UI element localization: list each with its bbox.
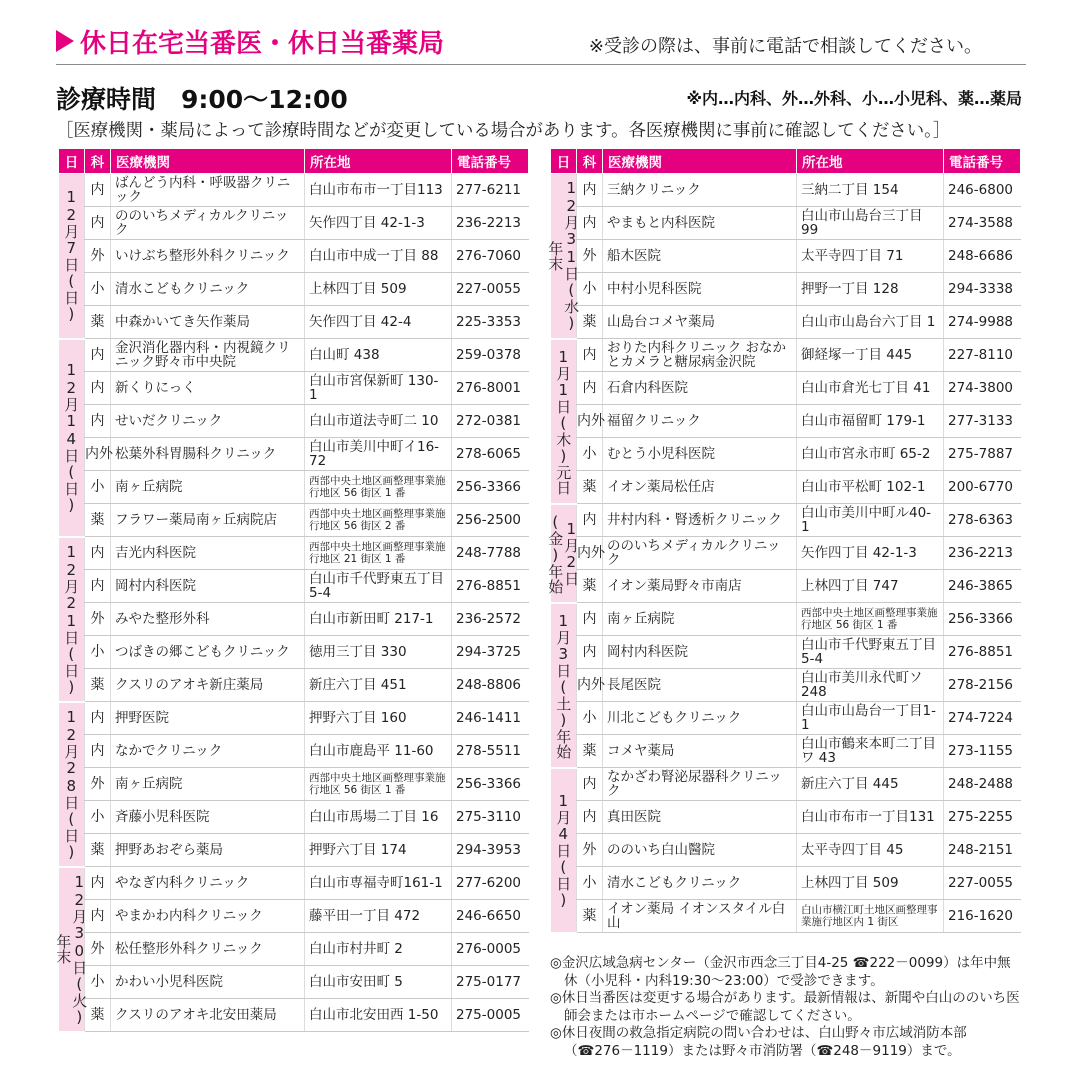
dept-cell: 外 xyxy=(85,240,111,273)
facility-name: やまもと内科医院 xyxy=(603,207,797,240)
phone-number: 277-3133 xyxy=(944,405,1021,438)
table-row xyxy=(551,834,1021,867)
table-row xyxy=(59,603,529,636)
phone-number: 278-2156 xyxy=(944,669,1021,702)
phone-number: 273-1155 xyxy=(944,735,1021,768)
dept-cell: 内 xyxy=(577,768,603,801)
facility-name: 中森かいてき矢作薬局 xyxy=(111,306,305,339)
phone-number: 294-3338 xyxy=(944,273,1021,306)
address-cell: 白山市鶴来本町二丁目ワ 43 xyxy=(797,735,944,768)
dept-cell: 内外 xyxy=(85,438,111,471)
phone-number: 274-3588 xyxy=(944,207,1021,240)
facility-name: 斉藤小児科医院 xyxy=(111,801,305,834)
facility-name: ののいちメディカルクリニック xyxy=(111,207,305,240)
date-cell: 12月21日(日) xyxy=(59,537,85,702)
dept-cell: 小 xyxy=(577,438,603,471)
address-cell: 白山市美川中町イ16-72 xyxy=(305,438,452,471)
facility-name: イオン薬局 イオンスタイル白山 xyxy=(603,900,797,933)
phone-number: 274-9988 xyxy=(944,306,1021,339)
address-cell: 白山市横江町土地区画整理事業施行地区内 1 街区 xyxy=(797,900,944,933)
dept-cell: 内 xyxy=(577,207,603,240)
phone-number: 248-8806 xyxy=(452,669,529,702)
table-header-row xyxy=(551,149,1021,174)
phone-number: 236-2572 xyxy=(452,603,529,636)
dept-cell: 薬 xyxy=(85,504,111,537)
dept-cell: 薬 xyxy=(577,570,603,603)
header-dept: 科 xyxy=(577,149,603,174)
dept-cell: 薬 xyxy=(577,306,603,339)
table-row xyxy=(551,207,1021,240)
page-header xyxy=(56,18,1026,65)
address-cell: 白山市千代野東五丁目 5-4 xyxy=(305,570,452,603)
facility-name: イオン薬局野々市南店 xyxy=(603,570,797,603)
dept-cell: 小 xyxy=(577,867,603,900)
phone-number: 256-3366 xyxy=(452,471,529,504)
facility-name: 南ヶ丘病院 xyxy=(111,471,305,504)
address-cell: 白山市美川永代町ソ248 xyxy=(797,669,944,702)
table-row xyxy=(551,339,1021,372)
table-row xyxy=(551,570,1021,603)
address-cell: 白山市安田町 5 xyxy=(305,966,452,999)
table-row xyxy=(551,669,1021,702)
dept-cell: 外 xyxy=(85,603,111,636)
dept-cell: 内 xyxy=(577,504,603,537)
facility-name: 南ヶ丘病院 xyxy=(603,603,797,636)
table-row xyxy=(551,504,1021,537)
table-row xyxy=(551,471,1021,504)
table-row xyxy=(59,966,529,999)
header-name: 医療機関 xyxy=(111,149,305,174)
header-date: 日 xyxy=(59,149,85,174)
phone-number: 276-7060 xyxy=(452,240,529,273)
phone-number: 248-7788 xyxy=(452,537,529,570)
schedule-table-right xyxy=(546,148,1021,934)
dept-cell: 薬 xyxy=(85,834,111,867)
address-cell: 押野六丁目 160 xyxy=(305,702,452,735)
footer-notes xyxy=(550,955,1022,1060)
table-row xyxy=(59,900,529,933)
date-cell: 12月31日(水)年末 xyxy=(551,174,577,339)
address-cell: 西部中央土地区画整理事業施行地区 56 街区 2 番 xyxy=(305,504,452,537)
table-row xyxy=(551,900,1021,933)
table-row xyxy=(59,669,529,702)
date-cell: 12月28日(日) xyxy=(59,702,85,867)
address-cell: 白山市鹿島平 11-60 xyxy=(305,735,452,768)
facility-name: 中村小児科医院 xyxy=(603,273,797,306)
table-row xyxy=(551,306,1021,339)
address-cell: 白山町 438 xyxy=(305,339,452,372)
header-name: 医療機関 xyxy=(603,149,797,174)
phone-number: 200-6770 xyxy=(944,471,1021,504)
facility-name: コメヤ薬局 xyxy=(603,735,797,768)
dept-cell: 内 xyxy=(577,801,603,834)
dept-cell: 内 xyxy=(577,636,603,669)
dept-cell: 内 xyxy=(85,339,111,372)
address-cell: 押野六丁目 174 xyxy=(305,834,452,867)
table-header-row xyxy=(59,149,529,174)
table-row xyxy=(59,702,529,735)
facility-name: 清水こどもクリニック xyxy=(603,867,797,900)
facility-name: 真田医院 xyxy=(603,801,797,834)
dept-cell: 外 xyxy=(85,768,111,801)
address-cell: 白山市宮保新町 130-1 xyxy=(305,372,452,405)
dept-cell: 内外 xyxy=(577,669,603,702)
address-cell: 白山市山島台六丁目 1 xyxy=(797,306,944,339)
dept-cell: 内 xyxy=(85,702,111,735)
date-cell: 12月14日(日) xyxy=(59,339,85,537)
address-cell: 徳用三丁目 330 xyxy=(305,636,452,669)
note-item: ◎金沢広域急病センター（金沢市西念三丁目4-25 ☎222－0099）は年中無休（小児科・内科19:30～23:00）で受診できます。 xyxy=(550,955,1011,989)
facility-name: 福留クリニック xyxy=(603,405,797,438)
address-cell: 白山市山島台一丁目1-1 xyxy=(797,702,944,735)
facility-name: やまかわ内科クリニック xyxy=(111,900,305,933)
date-cell: 12月7日(日) xyxy=(59,174,85,339)
address-cell: 白山市山島台三丁目99 xyxy=(797,207,944,240)
phone-number: 227-0055 xyxy=(944,867,1021,900)
facility-name: せいだクリニック xyxy=(111,405,305,438)
phone-number: 294-3953 xyxy=(452,834,529,867)
phone-number: 246-3865 xyxy=(944,570,1021,603)
table-row xyxy=(59,504,529,537)
table-row xyxy=(59,570,529,603)
address-cell: 白山市平松町 102-1 xyxy=(797,471,944,504)
dept-cell: 小 xyxy=(85,966,111,999)
facility-name: ののいち白山醫院 xyxy=(603,834,797,867)
table-row xyxy=(551,768,1021,801)
dept-cell: 薬 xyxy=(85,999,111,1032)
address-cell: 新庄六丁目 451 xyxy=(305,669,452,702)
facility-name: なかでクリニック xyxy=(111,735,305,768)
header-date: 日 xyxy=(551,149,577,174)
address-cell: 白山市新田町 217-1 xyxy=(305,603,452,636)
date-cell: 1月2日(金)年始 xyxy=(551,504,577,603)
dept-cell: 薬 xyxy=(577,900,603,933)
address-cell: 上林四丁目 509 xyxy=(797,867,944,900)
address-cell: 白山市千代野東五丁目 5-4 xyxy=(797,636,944,669)
address-cell: 御経塚一丁目 445 xyxy=(797,339,944,372)
dept-cell: 内外 xyxy=(577,405,603,438)
facility-name: 長尾医院 xyxy=(603,669,797,702)
phone-number: 275-7887 xyxy=(944,438,1021,471)
facility-name: 押野あおぞら薬局 xyxy=(111,834,305,867)
phone-number: 275-2255 xyxy=(944,801,1021,834)
address-cell: 白山市宮永市町 65-2 xyxy=(797,438,944,471)
dept-cell: 内 xyxy=(85,537,111,570)
consultation-hours: 診療時間 9:00～12:00 xyxy=(56,85,348,114)
dept-cell: 小 xyxy=(577,702,603,735)
address-cell: 太平寺四丁目 45 xyxy=(797,834,944,867)
table-row xyxy=(59,306,529,339)
table-row xyxy=(551,273,1021,306)
table-row xyxy=(551,438,1021,471)
dept-cell: 薬 xyxy=(577,735,603,768)
address-cell: 上林四丁目 509 xyxy=(305,273,452,306)
schedule-table-left xyxy=(54,148,529,1033)
table-row xyxy=(59,405,529,438)
table-row xyxy=(59,438,529,471)
header-address: 所在地 xyxy=(797,149,944,174)
address-cell: 新庄六丁目 445 xyxy=(797,768,944,801)
table-row xyxy=(59,636,529,669)
address-cell: 白山市福留町 179-1 xyxy=(797,405,944,438)
table-row xyxy=(59,207,529,240)
table-row xyxy=(551,405,1021,438)
facility-name: 松任整形外科クリニック xyxy=(111,933,305,966)
address-cell: 白山市中成一丁目 88 xyxy=(305,240,452,273)
facility-name: 松葉外科胃腸科クリニック xyxy=(111,438,305,471)
facility-name: 南ヶ丘病院 xyxy=(111,768,305,801)
table-row xyxy=(59,867,529,900)
facility-name: 押野医院 xyxy=(111,702,305,735)
phone-number: 276-8851 xyxy=(944,636,1021,669)
table-row xyxy=(551,174,1021,207)
dept-cell: 内 xyxy=(85,735,111,768)
table-row xyxy=(551,603,1021,636)
phone-number: 256-2500 xyxy=(452,504,529,537)
header-tel: 電話番号 xyxy=(452,149,529,174)
address-cell: 白山市馬場二丁目 16 xyxy=(305,801,452,834)
phone-number: 272-0381 xyxy=(452,405,529,438)
address-cell: 矢作四丁目 42-1-3 xyxy=(305,207,452,240)
date-cell: 1月4日(日) xyxy=(551,768,577,933)
phone-number: 276-0005 xyxy=(452,933,529,966)
dept-cell: 内外 xyxy=(577,537,603,570)
phone-number: 277-6200 xyxy=(452,867,529,900)
address-cell: 白山市美川中町ル40-1 xyxy=(797,504,944,537)
dept-cell: 内 xyxy=(85,372,111,405)
facility-name: みやた整形外科 xyxy=(111,603,305,636)
dept-cell: 薬 xyxy=(85,669,111,702)
facility-name: 三納クリニック xyxy=(603,174,797,207)
facility-name: 金沢消化器内科・内視鏡クリニック野々市中央院 xyxy=(111,339,305,372)
phone-number: 248-2151 xyxy=(944,834,1021,867)
date-cell: 1月1日(木)元日 xyxy=(551,339,577,504)
facility-name: 清水こどもクリニック xyxy=(111,273,305,306)
phone-number: 276-8851 xyxy=(452,570,529,603)
date-cell: 12月30日(火)年末 xyxy=(59,867,85,1032)
dept-cell: 内 xyxy=(85,405,111,438)
table-row xyxy=(59,999,529,1032)
abbreviation-legend: ※内…内科、外…外科、小…小児科、薬…薬局 xyxy=(686,89,1022,108)
table-row xyxy=(59,174,529,207)
dept-cell: 内 xyxy=(577,372,603,405)
date-cell: 1月3日(土)年始 xyxy=(551,603,577,768)
phone-number: 259-0378 xyxy=(452,339,529,372)
phone-number: 216-1620 xyxy=(944,900,1021,933)
phone-number: 278-6363 xyxy=(944,504,1021,537)
facility-name: 井村内科・腎透析クリニック xyxy=(603,504,797,537)
dept-cell: 内 xyxy=(85,867,111,900)
address-cell: 西部中央土地区画整理事業施行地区 56 街区 1 番 xyxy=(305,471,452,504)
dept-cell: 内 xyxy=(85,174,111,207)
table-row xyxy=(59,339,529,372)
dept-cell: 薬 xyxy=(577,471,603,504)
phone-number: 236-2213 xyxy=(452,207,529,240)
dept-cell: 内 xyxy=(577,603,603,636)
facility-name: クスリのアオキ新庄薬局 xyxy=(111,669,305,702)
facility-name: フラワー薬局南ヶ丘病院店 xyxy=(111,504,305,537)
facility-name: ばんどう内科・呼吸器クリニック xyxy=(111,174,305,207)
note-item: ◎休日夜間の救急指定病院の問い合わせは、白山野々市広域消防本部（☎276－1119）または野々市消防署（☎248－9119）まで。 xyxy=(550,1025,967,1059)
facility-name: クスリのアオキ北安田薬局 xyxy=(111,999,305,1032)
facility-name: かわい小児科医院 xyxy=(111,966,305,999)
table-row xyxy=(59,471,529,504)
address-cell: 白山市道法寺町二 10 xyxy=(305,405,452,438)
facility-name: なかざわ腎泌尿器科クリニック xyxy=(603,768,797,801)
facility-name: いけぶち整形外科クリニック xyxy=(111,240,305,273)
table-row xyxy=(59,273,529,306)
facility-name: ののいちメディカルクリニック xyxy=(603,537,797,570)
phone-number: 227-0055 xyxy=(452,273,529,306)
table-row xyxy=(551,636,1021,669)
table-row xyxy=(59,735,529,768)
dept-cell: 小 xyxy=(85,471,111,504)
phone-number: 274-7224 xyxy=(944,702,1021,735)
triangle-icon xyxy=(56,30,74,52)
address-cell: 太平寺四丁目 71 xyxy=(797,240,944,273)
table-row xyxy=(551,702,1021,735)
address-cell: 上林四丁目 747 xyxy=(797,570,944,603)
dept-cell: 内 xyxy=(85,207,111,240)
facility-name: 新くりにっく xyxy=(111,372,305,405)
header-address: 所在地 xyxy=(305,149,452,174)
facility-name: おりた内科クリニック おなかとカメラと糖尿病金沢院 xyxy=(603,339,797,372)
dept-cell: 薬 xyxy=(85,306,111,339)
phone-number: 256-3366 xyxy=(452,768,529,801)
address-cell: 三納二丁目 154 xyxy=(797,174,944,207)
phone-number: 278-5511 xyxy=(452,735,529,768)
caution-text: ［医療機関・薬局によって診療時間などが変更している場合があります。各医療機関に事前に確認してください。］ xyxy=(56,121,951,141)
phone-number: 275-0005 xyxy=(452,999,529,1032)
facility-name: 山島台コメヤ薬局 xyxy=(603,306,797,339)
header-tel: 電話番号 xyxy=(944,149,1021,174)
phone-number: 278-6065 xyxy=(452,438,529,471)
address-cell: 白山市北安田西 1-50 xyxy=(305,999,452,1032)
address-cell: 矢作四丁目 42-1-3 xyxy=(797,537,944,570)
table-row xyxy=(551,372,1021,405)
address-cell: 藤平田一丁目 472 xyxy=(305,900,452,933)
table-row xyxy=(551,867,1021,900)
dept-cell: 小 xyxy=(85,636,111,669)
table-row xyxy=(59,834,529,867)
facility-name: 岡村内科医院 xyxy=(603,636,797,669)
table-row xyxy=(59,933,529,966)
facility-name: やなぎ内科クリニック xyxy=(111,867,305,900)
address-cell: 西部中央土地区画整理事業施行地区 21 街区 1 番 xyxy=(305,537,452,570)
facility-name: イオン薬局松任店 xyxy=(603,471,797,504)
table-row xyxy=(59,768,529,801)
address-cell: 白山市布市一丁目131 xyxy=(797,801,944,834)
address-cell: 白山市村井町 2 xyxy=(305,933,452,966)
facility-name: 船木医院 xyxy=(603,240,797,273)
phone-number: 248-6686 xyxy=(944,240,1021,273)
table-row xyxy=(59,240,529,273)
dept-cell: 小 xyxy=(577,273,603,306)
dept-cell: 内 xyxy=(85,900,111,933)
table-row xyxy=(59,372,529,405)
phone-number: 275-3110 xyxy=(452,801,529,834)
facility-name: 石倉内科医院 xyxy=(603,372,797,405)
facility-name: むとう小児科医院 xyxy=(603,438,797,471)
table-row xyxy=(551,240,1021,273)
phone-number: 274-3800 xyxy=(944,372,1021,405)
address-cell: 押野一丁目 128 xyxy=(797,273,944,306)
phone-number: 236-2213 xyxy=(944,537,1021,570)
page-title: 休日在宅当番医・休日当番薬局 xyxy=(80,29,445,59)
phone-number: 246-6800 xyxy=(944,174,1021,207)
dept-cell: 内 xyxy=(577,339,603,372)
table-row xyxy=(551,537,1021,570)
dept-cell: 小 xyxy=(85,801,111,834)
dept-cell: 外 xyxy=(85,933,111,966)
phone-number: 225-3353 xyxy=(452,306,529,339)
phone-number: 246-6650 xyxy=(452,900,529,933)
phone-number: 248-2488 xyxy=(944,768,1021,801)
phone-number: 256-3366 xyxy=(944,603,1021,636)
phone-number: 227-8110 xyxy=(944,339,1021,372)
dept-cell: 小 xyxy=(85,273,111,306)
phone-number: 294-3725 xyxy=(452,636,529,669)
address-cell: 白山市布市一丁目113 xyxy=(305,174,452,207)
facility-name: 吉光内科医院 xyxy=(111,537,305,570)
dept-cell: 外 xyxy=(577,834,603,867)
dept-cell: 内 xyxy=(577,174,603,207)
phone-number: 277-6211 xyxy=(452,174,529,207)
address-cell: 白山市倉光七丁目 41 xyxy=(797,372,944,405)
facility-name: 川北こどもクリニック xyxy=(603,702,797,735)
address-cell: 西部中央土地区画整理事業施行地区 56 街区 1 番 xyxy=(797,603,944,636)
note-item: ◎休日当番医は変更する場合があります。最新情報は、新聞や白山ののいち医師会または市ホームページで確認してください。 xyxy=(550,990,1020,1024)
table-row xyxy=(551,735,1021,768)
dept-cell: 内 xyxy=(85,570,111,603)
facility-name: つばきの郷こどもクリニック xyxy=(111,636,305,669)
dept-cell: 外 xyxy=(577,240,603,273)
facility-name: 岡村内科医院 xyxy=(111,570,305,603)
table-row xyxy=(551,801,1021,834)
address-cell: 西部中央土地区画整理事業施行地区 56 街区 1 番 xyxy=(305,768,452,801)
address-cell: 白山市専福寺町161-1 xyxy=(305,867,452,900)
header-dept: 科 xyxy=(85,149,111,174)
address-cell: 矢作四丁目 42-4 xyxy=(305,306,452,339)
table-row xyxy=(59,537,529,570)
phone-number: 275-0177 xyxy=(452,966,529,999)
table-row xyxy=(59,801,529,834)
phone-number: 246-1411 xyxy=(452,702,529,735)
header-note: ※受診の際は、事前に電話で相談してください。 xyxy=(588,36,982,57)
phone-number: 276-8001 xyxy=(452,372,529,405)
